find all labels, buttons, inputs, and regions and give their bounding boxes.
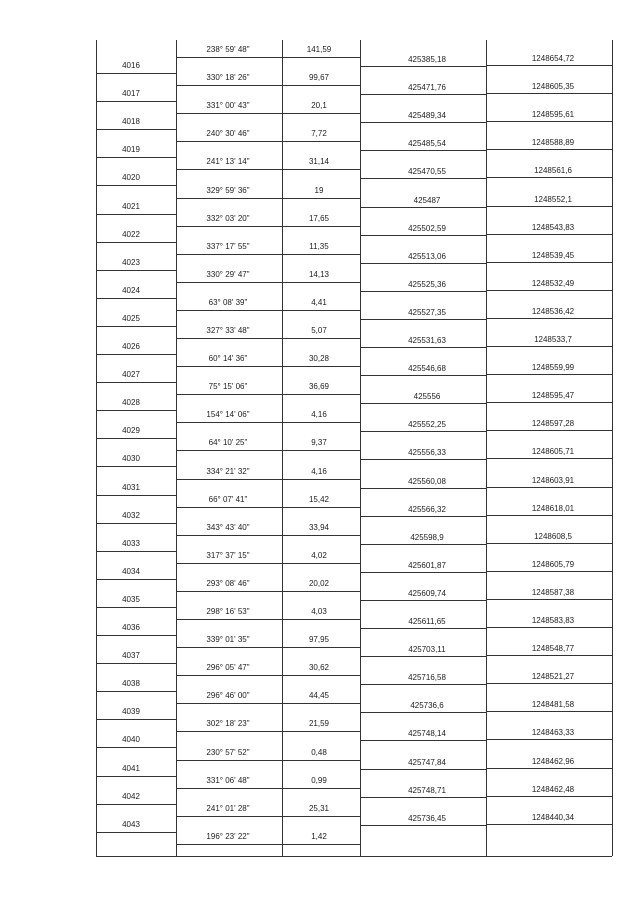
bearing-cell: 154° 14' 06" [206,410,250,420]
distance-cell: 0,48 [311,747,327,757]
y-coordinate: 1248605,79 [531,559,575,569]
row-divider [486,543,612,544]
row-divider [96,73,176,74]
row-divider [176,366,360,367]
bearing-cell: 332° 03' 20" [206,213,250,223]
row-divider [486,824,612,825]
distance-cell: 11,35 [309,241,329,251]
x-coordinate: 425556,33 [408,448,446,458]
bearing-cell: 296° 46' 00" [206,691,250,701]
row-divider [176,675,360,676]
y-coordinate: 1248587,38 [531,587,575,597]
y-coordinate: 1248561,6 [534,166,572,176]
row-divider [176,731,360,732]
point-number: 4039 [122,707,140,717]
bearing-cell: 296° 05' 47" [206,663,250,673]
row-divider [176,394,360,395]
y-coordinate: 1248552,1 [534,194,572,204]
bearing-cell: 329° 59' 36" [206,185,250,195]
x-coordinate: 425531,63 [408,336,446,345]
point-number: 4037 [122,651,140,661]
distance-cell: 20,02 [308,578,330,588]
bearing-cell: 339° 01' 35" [206,635,250,645]
distance-cell: 4,16 [311,466,327,476]
row-divider [360,600,486,601]
distance-cell: 36,69 [308,382,330,392]
bearing-cell: 293° 08' 46" [206,578,250,588]
row-divider [360,122,486,123]
row-divider [176,760,360,761]
row-divider [176,507,360,508]
row-divider [486,206,612,207]
y-coordinate: 1248608,5 [534,531,572,541]
x-coordinate: 425747,84 [408,757,446,767]
point-number: 4016 [122,61,140,70]
row-divider [96,607,176,608]
x-coordinate: 425748,14 [408,729,446,739]
row-divider [96,523,176,524]
row-divider [486,177,612,178]
row-divider [176,310,360,311]
row-divider [96,776,176,777]
row-divider [96,157,176,158]
bearing-cell: 330° 18' 26" [206,73,250,83]
row-divider [96,747,176,748]
row-divider [176,591,360,592]
point-number: 4030 [122,454,140,464]
y-coordinate: 1248588,89 [531,138,575,148]
bearing-cell: 238° 59' 48" [206,45,250,54]
row-divider [96,804,176,805]
row-divider [360,628,486,629]
x-coordinate: 425470,55 [408,167,446,177]
x-coordinate: 425513,06 [408,251,446,261]
row-divider [486,234,612,235]
y-coordinate: 1248539,45 [531,250,575,260]
point-number: 4029 [122,426,140,436]
row-divider [176,479,360,480]
distance-cell: 4,41 [311,297,327,307]
row-divider [96,410,176,411]
bearing-cell: 331° 06' 48" [206,775,250,785]
row-divider [96,129,176,130]
bearing-cell: 334° 21' 32" [206,466,250,476]
row-divider [486,93,612,94]
x-coordinate: 425611,65 [408,617,446,626]
point-number: 4023 [122,257,140,267]
row-divider [486,262,612,263]
row-divider [486,65,612,66]
y-coordinate: 1248462,48 [531,784,575,794]
row-divider [96,832,176,833]
row-divider [96,579,176,580]
y-coordinate: 1248597,28 [531,419,575,429]
point-number: 4022 [122,229,140,239]
distance-cell: 5,07 [311,326,327,335]
row-divider [96,354,176,355]
row-divider [176,169,360,170]
y-coordinate: 1248618,01 [531,503,575,513]
point-number: 4028 [122,398,140,408]
bearing-cell: 327° 33' 48" [206,326,250,335]
point-number: 4020 [122,173,140,183]
point-number: 4024 [122,285,140,295]
row-divider [176,57,360,58]
row-divider [360,291,486,292]
y-coordinate: 1248605,71 [531,447,575,457]
distance-cell: 4,03 [311,607,327,616]
row-divider [360,740,486,741]
bearing-cell: 302° 18' 23" [206,719,250,729]
row-divider [360,684,486,685]
distance-cell: 1,42 [311,831,327,841]
distance-cell: 97,95 [308,635,330,645]
bearing-cell: 241° 01' 28" [206,803,250,813]
bearing-cell: 343° 43' 40" [206,522,250,532]
distance-cell: 31,14 [308,157,330,167]
x-coordinate: 425552,25 [408,420,446,430]
row-divider [176,338,360,339]
row-divider [176,450,360,451]
distance-cell: 33,94 [308,522,330,532]
x-coordinate: 425736,6 [410,701,444,711]
row-divider [360,488,486,489]
x-coordinate: 425485,54 [408,139,446,149]
point-number: 4040 [122,735,140,745]
y-coordinate: 1248543,83 [531,222,575,232]
row-divider [96,185,176,186]
row-divider [360,178,486,179]
y-coordinate: 1248603,91 [531,475,575,485]
row-divider [96,466,176,467]
distance-cell: 4,16 [311,410,327,420]
row-divider [360,235,486,236]
table-bottom-border [96,856,612,857]
x-coordinate: 425546,68 [408,364,446,374]
row-divider [486,796,612,797]
y-coordinate: 1248605,35 [531,82,575,92]
row-divider [96,101,176,102]
row-divider [360,403,486,404]
x-coordinate: 425601,87 [408,560,446,570]
row-divider [176,647,360,648]
x-coordinate: 425560,08 [408,476,446,486]
x-coordinate: 425748,71 [408,785,446,795]
y-coordinate: 1248481,58 [531,700,575,710]
row-divider [96,635,176,636]
distance-cell: 141,59 [306,45,332,54]
x-coordinate: 425471,76 [408,83,446,93]
row-divider [486,402,612,403]
row-divider [360,263,486,264]
row-divider [360,431,486,432]
bearing-cell: 317° 37' 15" [206,550,250,560]
x-coordinate: 425487 [413,195,441,205]
row-divider [96,214,176,215]
row-divider [176,198,360,199]
y-coordinate: 1248463,33 [531,728,575,738]
column-divider [486,40,487,856]
row-divider [176,226,360,227]
bearing-cell: 63° 08' 39" [208,297,248,307]
x-coordinate: 425502,59 [408,223,446,233]
bearing-cell: 60° 14' 36" [208,354,248,364]
row-divider [486,683,612,684]
y-coordinate: 1248532,49 [531,278,575,288]
point-number: 4038 [122,679,140,689]
row-divider [176,141,360,142]
bearing-cell: 298° 16' 53" [206,607,250,616]
distance-cell: 30,62 [308,663,330,673]
x-coordinate: 425556 [413,392,441,402]
point-number: 4041 [122,763,140,773]
distance-cell: 21,59 [308,719,330,729]
row-divider [176,535,360,536]
x-coordinate: 425566,32 [408,504,446,514]
column-divider [96,40,97,856]
row-divider [486,430,612,431]
y-coordinate: 1248533,7 [534,335,572,344]
row-divider [176,113,360,114]
point-number: 4035 [122,594,140,604]
y-coordinate: 1248583,83 [531,616,575,625]
row-divider [360,150,486,151]
bearing-cell: 66° 07' 41" [208,494,248,504]
y-coordinate: 1248595,61 [531,110,575,120]
y-coordinate: 1248462,96 [531,756,575,766]
point-number: 4033 [122,538,140,548]
x-coordinate: 425703,11 [408,645,446,655]
y-coordinate: 1248559,99 [531,363,575,373]
row-divider [486,458,612,459]
distance-cell: 15,42 [308,494,330,504]
distance-cell: 14,13 [308,269,330,279]
row-divider [486,290,612,291]
distance-cell: 17,65 [308,213,330,223]
row-divider [486,515,612,516]
row-divider [360,207,486,208]
row-divider [486,149,612,150]
row-divider [360,769,486,770]
row-divider [486,739,612,740]
row-divider [486,711,612,712]
distance-cell: 0,99 [311,775,327,785]
column-divider [360,40,361,856]
point-number: 4043 [122,819,140,829]
bearing-cell: 196° 23' 22" [206,831,250,841]
point-number: 4026 [122,342,140,351]
row-divider [486,121,612,122]
bearing-cell: 64° 10' 25" [208,438,248,448]
point-number: 4021 [122,201,140,211]
point-number: 4025 [122,313,140,323]
row-divider [486,599,612,600]
x-coordinate: 425385,18 [408,55,446,64]
row-divider [360,712,486,713]
point-number: 4027 [122,370,140,380]
y-coordinate: 1248440,34 [531,812,575,822]
row-divider [176,422,360,423]
row-divider [96,438,176,439]
row-divider [360,544,486,545]
row-divider [486,346,612,347]
row-divider [360,825,486,826]
row-divider [360,347,486,348]
x-coordinate: 425489,34 [408,111,446,121]
point-number: 4042 [122,791,140,801]
bearing-cell: 337° 17' 55" [206,241,250,251]
y-coordinate: 1248595,47 [531,391,575,401]
y-coordinate: 1248521,27 [531,672,575,682]
bearing-cell: 75° 15' 06" [208,382,248,392]
bearing-cell: 230° 57' 52" [206,747,250,757]
point-number: 4018 [122,117,140,127]
distance-cell: 7,72 [311,129,327,139]
row-divider [176,844,360,845]
row-divider [96,719,176,720]
distance-cell: 20,1 [311,101,327,111]
row-divider [96,495,176,496]
x-coordinate: 425527,35 [408,307,446,317]
point-number: 4019 [122,145,140,155]
row-divider [96,691,176,692]
row-divider [360,375,486,376]
row-divider [486,487,612,488]
row-divider [360,94,486,95]
x-coordinate: 425716,58 [408,673,446,683]
x-coordinate: 425525,36 [408,279,446,289]
row-divider [486,655,612,656]
x-coordinate: 425736,45 [408,813,446,823]
row-divider [176,85,360,86]
column-divider [282,40,283,856]
row-divider [486,318,612,319]
row-divider [176,619,360,620]
y-coordinate: 1248548,77 [531,644,575,654]
distance-cell: 19 [314,185,324,195]
point-number: 4032 [122,510,140,520]
row-divider [360,66,486,67]
row-divider [96,242,176,243]
point-number: 4017 [122,89,140,99]
row-divider [176,788,360,789]
y-coordinate: 1248654,72 [531,54,575,63]
row-divider [176,703,360,704]
row-divider [360,459,486,460]
row-divider [486,627,612,628]
bearing-cell: 241° 13' 14" [206,157,250,167]
x-coordinate: 425609,74 [408,588,446,598]
point-number: 4031 [122,482,140,492]
bearing-cell: 330° 29' 47" [206,269,250,279]
y-coordinate: 1248536,42 [531,306,575,316]
distance-cell: 30,28 [308,354,330,364]
distance-cell: 25,31 [308,803,330,813]
distance-cell: 9,37 [311,438,327,448]
bearing-cell: 331° 00' 43" [206,101,250,111]
row-divider [96,382,176,383]
row-divider [360,516,486,517]
row-divider [486,374,612,375]
row-divider [486,571,612,572]
bearing-cell: 240° 30' 46" [206,129,250,139]
point-number: 4034 [122,566,140,576]
row-divider [176,563,360,564]
row-divider [360,572,486,573]
row-divider [96,663,176,664]
point-number: 4036 [122,623,140,632]
row-divider [486,768,612,769]
row-divider [96,270,176,271]
row-divider [176,282,360,283]
x-coordinate: 425598,9 [410,532,444,542]
row-divider [176,816,360,817]
row-divider [96,298,176,299]
distance-cell: 44,45 [308,691,330,701]
row-divider [360,797,486,798]
row-divider [176,254,360,255]
row-divider [360,656,486,657]
row-divider [360,319,486,320]
distance-cell: 4,02 [311,550,327,560]
distance-cell: 99,67 [308,73,330,83]
row-divider [96,551,176,552]
row-divider [96,326,176,327]
